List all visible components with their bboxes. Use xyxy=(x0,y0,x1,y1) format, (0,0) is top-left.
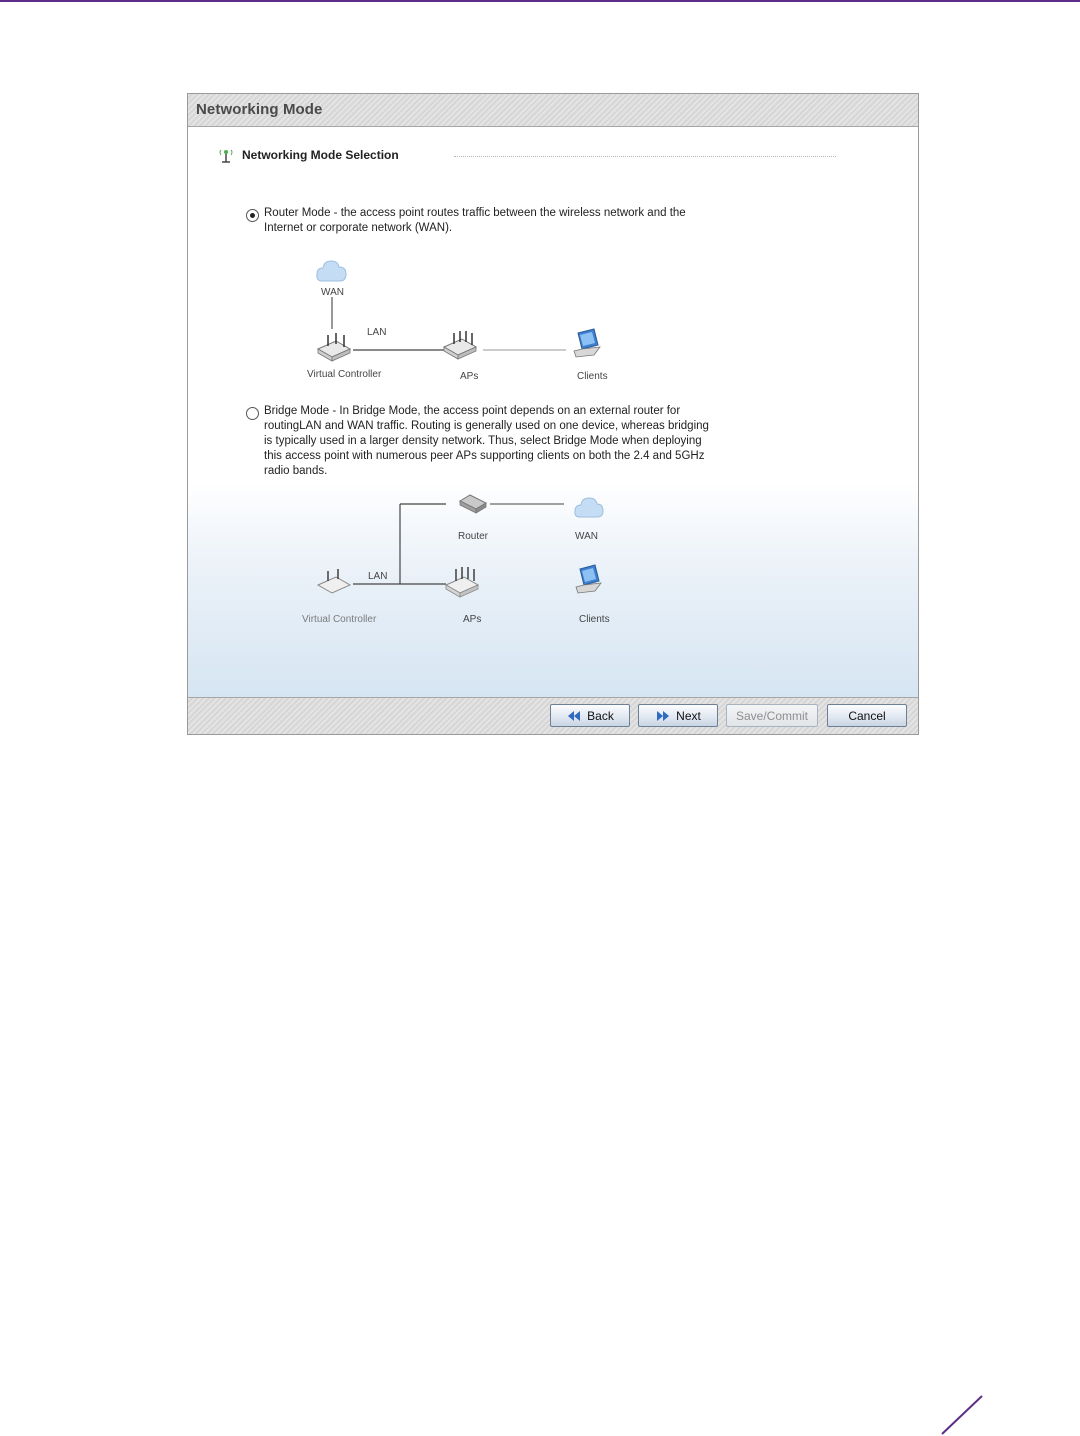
forward-icon xyxy=(655,710,671,722)
cancel-button-label: Cancel xyxy=(848,708,886,723)
router-mode-radio[interactable] xyxy=(246,209,259,222)
access-point-icon xyxy=(444,331,476,359)
bridge-mode-description xyxy=(264,404,754,479)
section-title: Networking Mode Selection xyxy=(242,148,399,162)
router-diagram-aps-label: APs xyxy=(460,371,479,382)
bridge-diagram-clients-label: Clients xyxy=(579,614,610,625)
bridge-diagram-controller-label: Virtual Controller xyxy=(302,614,377,625)
bridge-mode-line-1: Bridge Mode - In Bridge Mode, the access point depends on an external router for xyxy=(264,405,681,417)
access-point-icon xyxy=(446,567,478,597)
bridge-mode-line-3: is typically used in a larger density network. Thus, select Bridge Mode when deploying xyxy=(264,435,702,447)
bridge-mode-radio[interactable] xyxy=(246,407,259,420)
laptop-icon xyxy=(576,565,601,593)
router-diagram-clients-label: Clients xyxy=(577,371,608,382)
bridge-diagram-wan-label: WAN xyxy=(575,531,598,542)
radio-tower-icon xyxy=(218,149,234,163)
router-mode-line-2: Internet or corporate network (WAN). xyxy=(264,222,453,234)
router-diagram-controller-label: Virtual Controller xyxy=(307,369,382,380)
save-commit-button-label: Save/Commit xyxy=(735,708,809,723)
bridge-diagram-lan-label: LAN xyxy=(368,571,388,582)
router-mode-line-1: Router Mode - the access point routes traffic between the wireless network and the xyxy=(264,207,686,219)
access-point-icon xyxy=(318,333,350,361)
top-rule xyxy=(0,0,1080,2)
panel-body xyxy=(188,127,918,698)
router-mode-description xyxy=(264,206,744,236)
bridge-diagram-aps-label: APs xyxy=(463,614,482,625)
rewind-icon xyxy=(566,710,582,722)
button-bar xyxy=(188,697,918,734)
cloud-icon xyxy=(575,498,603,517)
section-header xyxy=(218,148,838,164)
panel-title: Networking Mode xyxy=(196,101,323,118)
access-point-icon xyxy=(318,569,350,593)
networking-mode-panel xyxy=(187,93,919,735)
bridge-mode-line-2: routingLAN and WAN traffic. Routing is generally used on one device, whereas bridging xyxy=(264,420,709,432)
bridge-mode-diagram xyxy=(298,489,618,624)
laptop-icon xyxy=(574,329,600,357)
save-commit-button[interactable] xyxy=(726,704,818,727)
router-diagram-wan-label: WAN xyxy=(321,287,344,298)
bridge-mode-line-4: this access point with numerous peer APs supporting clients on both the 2.4 and 5GHz xyxy=(264,450,705,462)
section-divider xyxy=(454,156,836,157)
next-button[interactable] xyxy=(638,704,718,727)
back-button-label: Back xyxy=(587,708,614,723)
bridge-diagram-router-label: Router xyxy=(458,531,489,542)
back-button[interactable] xyxy=(550,704,630,727)
panel-header xyxy=(188,94,918,127)
router-icon xyxy=(460,495,486,513)
router-diagram-lan-label: LAN xyxy=(367,327,387,338)
corner-slash-decoration xyxy=(938,1392,988,1436)
next-button-label: Next xyxy=(676,708,701,723)
router-mode-diagram xyxy=(298,249,618,384)
cloud-icon xyxy=(317,261,346,281)
cancel-button[interactable] xyxy=(827,704,907,727)
bridge-mode-line-5: radio bands. xyxy=(264,465,328,477)
